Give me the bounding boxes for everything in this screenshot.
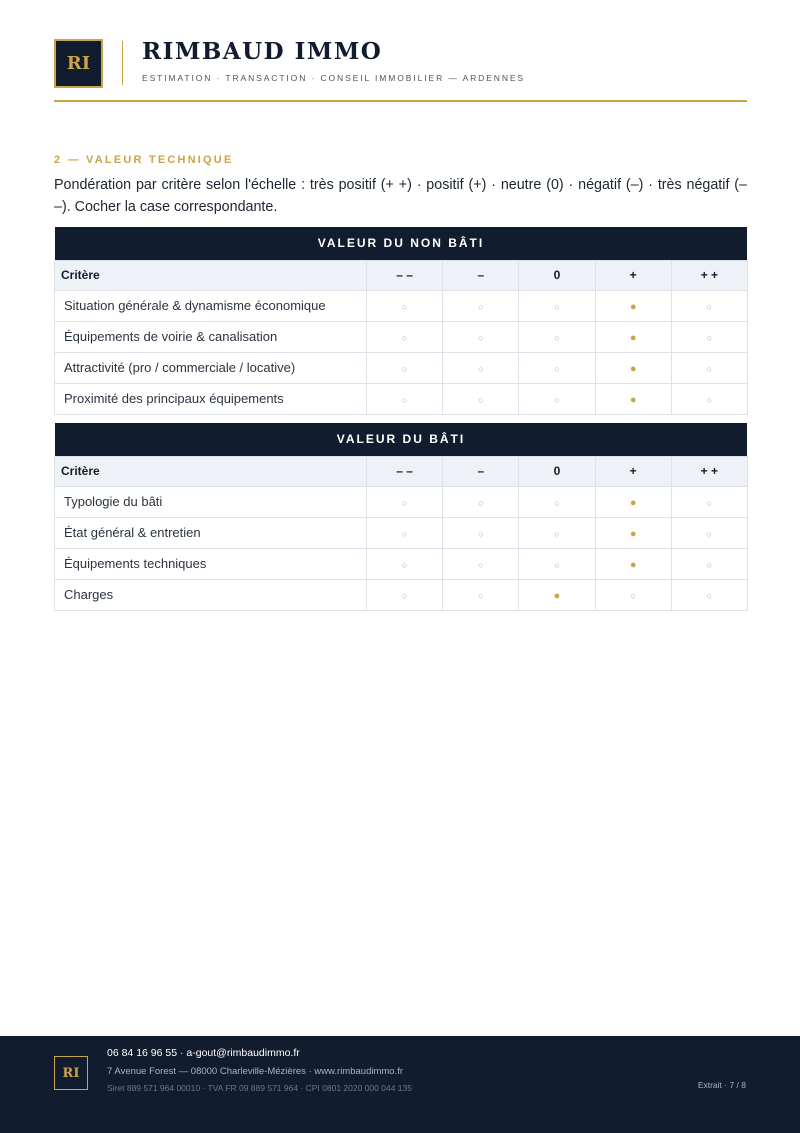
rating-cell[interactable] (443, 486, 519, 517)
rating-cell[interactable] (595, 383, 671, 414)
letterhead (54, 38, 747, 102)
rating-cell[interactable] (595, 290, 671, 321)
rating-mark: ○ (554, 333, 560, 343)
rating-cell[interactable] (367, 352, 443, 383)
rating-cell[interactable] (519, 579, 595, 610)
rating-cell[interactable] (367, 321, 443, 352)
column-header-row (55, 260, 748, 290)
rating-mark: ○ (401, 560, 408, 570)
rating-mark: ● (629, 394, 637, 406)
rating-mark: ○ (478, 498, 484, 508)
page-footer (0, 1036, 800, 1133)
rating-cell[interactable] (671, 579, 747, 610)
column-header-very-negative: – – (367, 456, 443, 486)
rating-mark: ○ (706, 560, 713, 570)
rating-cell[interactable] (671, 383, 747, 414)
rating-mark: ○ (554, 364, 560, 374)
table-row (55, 517, 748, 548)
brand-name: RIMBAUD IMMO (142, 38, 383, 65)
rating-cell[interactable] (595, 548, 671, 579)
criterion-label: Attractivité (pro / commerciale / locative) (55, 352, 367, 383)
column-header-negative: – (443, 260, 519, 290)
rating-cell[interactable] (443, 352, 519, 383)
criterion-label: Typologie du bâti (55, 486, 367, 517)
brand-tagline: ESTIMATION · TRANSACTION · CONSEIL IMMOBILIER — ARDENNES (142, 73, 525, 83)
footer-legal: Siret 889 571 964 00010 · TVA FR 09 889 571 964 · CPI 0801 2020 000 044 135 (107, 1083, 412, 1093)
rating-mark: ○ (706, 333, 713, 343)
table-row (55, 548, 748, 579)
rating-mark: ○ (478, 529, 484, 539)
column-header-neutral: 0 (519, 260, 595, 290)
table-row (55, 290, 748, 321)
header-divider (122, 41, 123, 85)
rating-mark: ○ (478, 364, 484, 374)
rating-mark: ○ (478, 591, 484, 601)
rating-mark: ● (629, 497, 637, 509)
table-title: VALEUR DU BÂTI (55, 423, 748, 456)
rating-mark: ○ (554, 395, 560, 405)
rating-mark: ○ (401, 591, 408, 601)
column-header-very-negative: – – (367, 260, 443, 290)
rating-cell[interactable] (367, 290, 443, 321)
rating-cell[interactable] (519, 517, 595, 548)
column-header-negative: – (443, 456, 519, 486)
table-bati (54, 423, 748, 611)
rating-mark: ○ (706, 498, 713, 508)
table-row (55, 352, 748, 383)
rating-mark: ○ (554, 529, 560, 539)
column-header-criterion: Critère (55, 260, 367, 290)
criterion-label: État général & entretien (55, 517, 367, 548)
rating-mark: ● (629, 363, 637, 375)
criterion-label: Situation générale & dynamisme économique (55, 290, 367, 321)
table-title: VALEUR DU NON BÂTI (55, 227, 748, 260)
section-title: 2 — VALEUR TECHNIQUE (54, 154, 234, 166)
rating-cell[interactable] (671, 321, 747, 352)
table-row (55, 383, 748, 414)
rating-mark: ○ (554, 560, 560, 570)
page-number: Extrait · 7 / 8 (697, 1080, 746, 1090)
rating-cell[interactable] (671, 352, 747, 383)
rating-mark: ○ (554, 498, 560, 508)
rating-mark: ○ (401, 498, 408, 508)
rating-cell[interactable] (443, 579, 519, 610)
rating-mark: ○ (554, 302, 560, 312)
footer-logo: RI (54, 1056, 88, 1090)
rating-cell[interactable] (595, 321, 671, 352)
rating-cell[interactable] (595, 579, 671, 610)
table-row (55, 579, 748, 610)
rating-cell[interactable] (367, 579, 443, 610)
rating-cell[interactable] (519, 383, 595, 414)
rating-mark: ○ (478, 395, 484, 405)
column-header-criterion: Critère (55, 456, 367, 486)
rating-mark: ○ (478, 560, 484, 570)
rating-cell[interactable] (595, 517, 671, 548)
rating-cell[interactable] (671, 290, 747, 321)
section-intro: Pondération par critère selon l'échelle : très positif (+ +) · positif (+) · neutre (0) · négatif (–) · très négatif (– –). Cocher la case correspondante. (54, 177, 747, 215)
criterion-label: Équipements techniques (55, 548, 367, 579)
rating-mark: ○ (401, 529, 408, 539)
rating-cell[interactable] (443, 517, 519, 548)
rating-mark: ○ (401, 333, 408, 343)
rating-mark: ○ (478, 333, 484, 343)
rating-mark: ○ (706, 364, 713, 374)
rating-mark: ● (629, 528, 637, 540)
rating-cell[interactable] (519, 486, 595, 517)
criterion-label: Équipements de voirie & canalisation (55, 321, 367, 352)
column-header-positive: + (595, 260, 671, 290)
rating-mark: ○ (401, 395, 408, 405)
rating-mark: ○ (706, 395, 713, 405)
rating-cell[interactable] (367, 486, 443, 517)
rating-mark: ● (629, 332, 637, 344)
rating-cell[interactable] (519, 548, 595, 579)
column-header-very-positive: + + (671, 260, 747, 290)
rating-cell[interactable] (671, 548, 747, 579)
rating-cell[interactable] (443, 321, 519, 352)
column-header-positive: + (595, 456, 671, 486)
rating-cell[interactable] (519, 290, 595, 321)
rating-cell[interactable] (671, 486, 747, 517)
rating-mark: ○ (401, 302, 408, 312)
column-header-row (55, 456, 748, 486)
rating-mark: ● (553, 590, 561, 602)
rating-cell[interactable] (367, 383, 443, 414)
rating-cell[interactable] (367, 517, 443, 548)
rating-mark: ○ (478, 302, 484, 312)
rating-mark: ○ (630, 591, 636, 601)
table-row (55, 486, 748, 517)
footer-contact: 06 84 16 96 55 · a-gout@rimbaudimmo.fr (107, 1047, 300, 1059)
rating-cell[interactable] (595, 352, 671, 383)
rating-mark: ● (629, 559, 637, 571)
footer-address: 7 Avenue Forest — 08000 Charleville-Mézières · www.rimbaudimmo.fr (107, 1066, 404, 1077)
rating-mark: ○ (706, 302, 713, 312)
criterion-label: Charges (55, 579, 367, 610)
rating-cell[interactable] (671, 517, 747, 548)
table-row (55, 321, 748, 352)
brand-logo: RI (54, 39, 103, 88)
rating-mark: ● (629, 301, 637, 313)
column-header-neutral: 0 (519, 456, 595, 486)
rating-cell[interactable] (443, 548, 519, 579)
rating-mark: ○ (706, 591, 713, 601)
rating-mark: ○ (401, 364, 408, 374)
rating-cell[interactable] (443, 290, 519, 321)
rating-cell[interactable] (367, 548, 443, 579)
table-non-bati (54, 227, 748, 415)
rating-cell[interactable] (519, 321, 595, 352)
rating-cell[interactable] (443, 383, 519, 414)
rating-mark: ○ (706, 529, 713, 539)
column-header-very-positive: + + (671, 456, 747, 486)
rating-cell[interactable] (519, 352, 595, 383)
criterion-label: Proximité des principaux équipements (55, 383, 367, 414)
rating-cell[interactable] (595, 486, 671, 517)
